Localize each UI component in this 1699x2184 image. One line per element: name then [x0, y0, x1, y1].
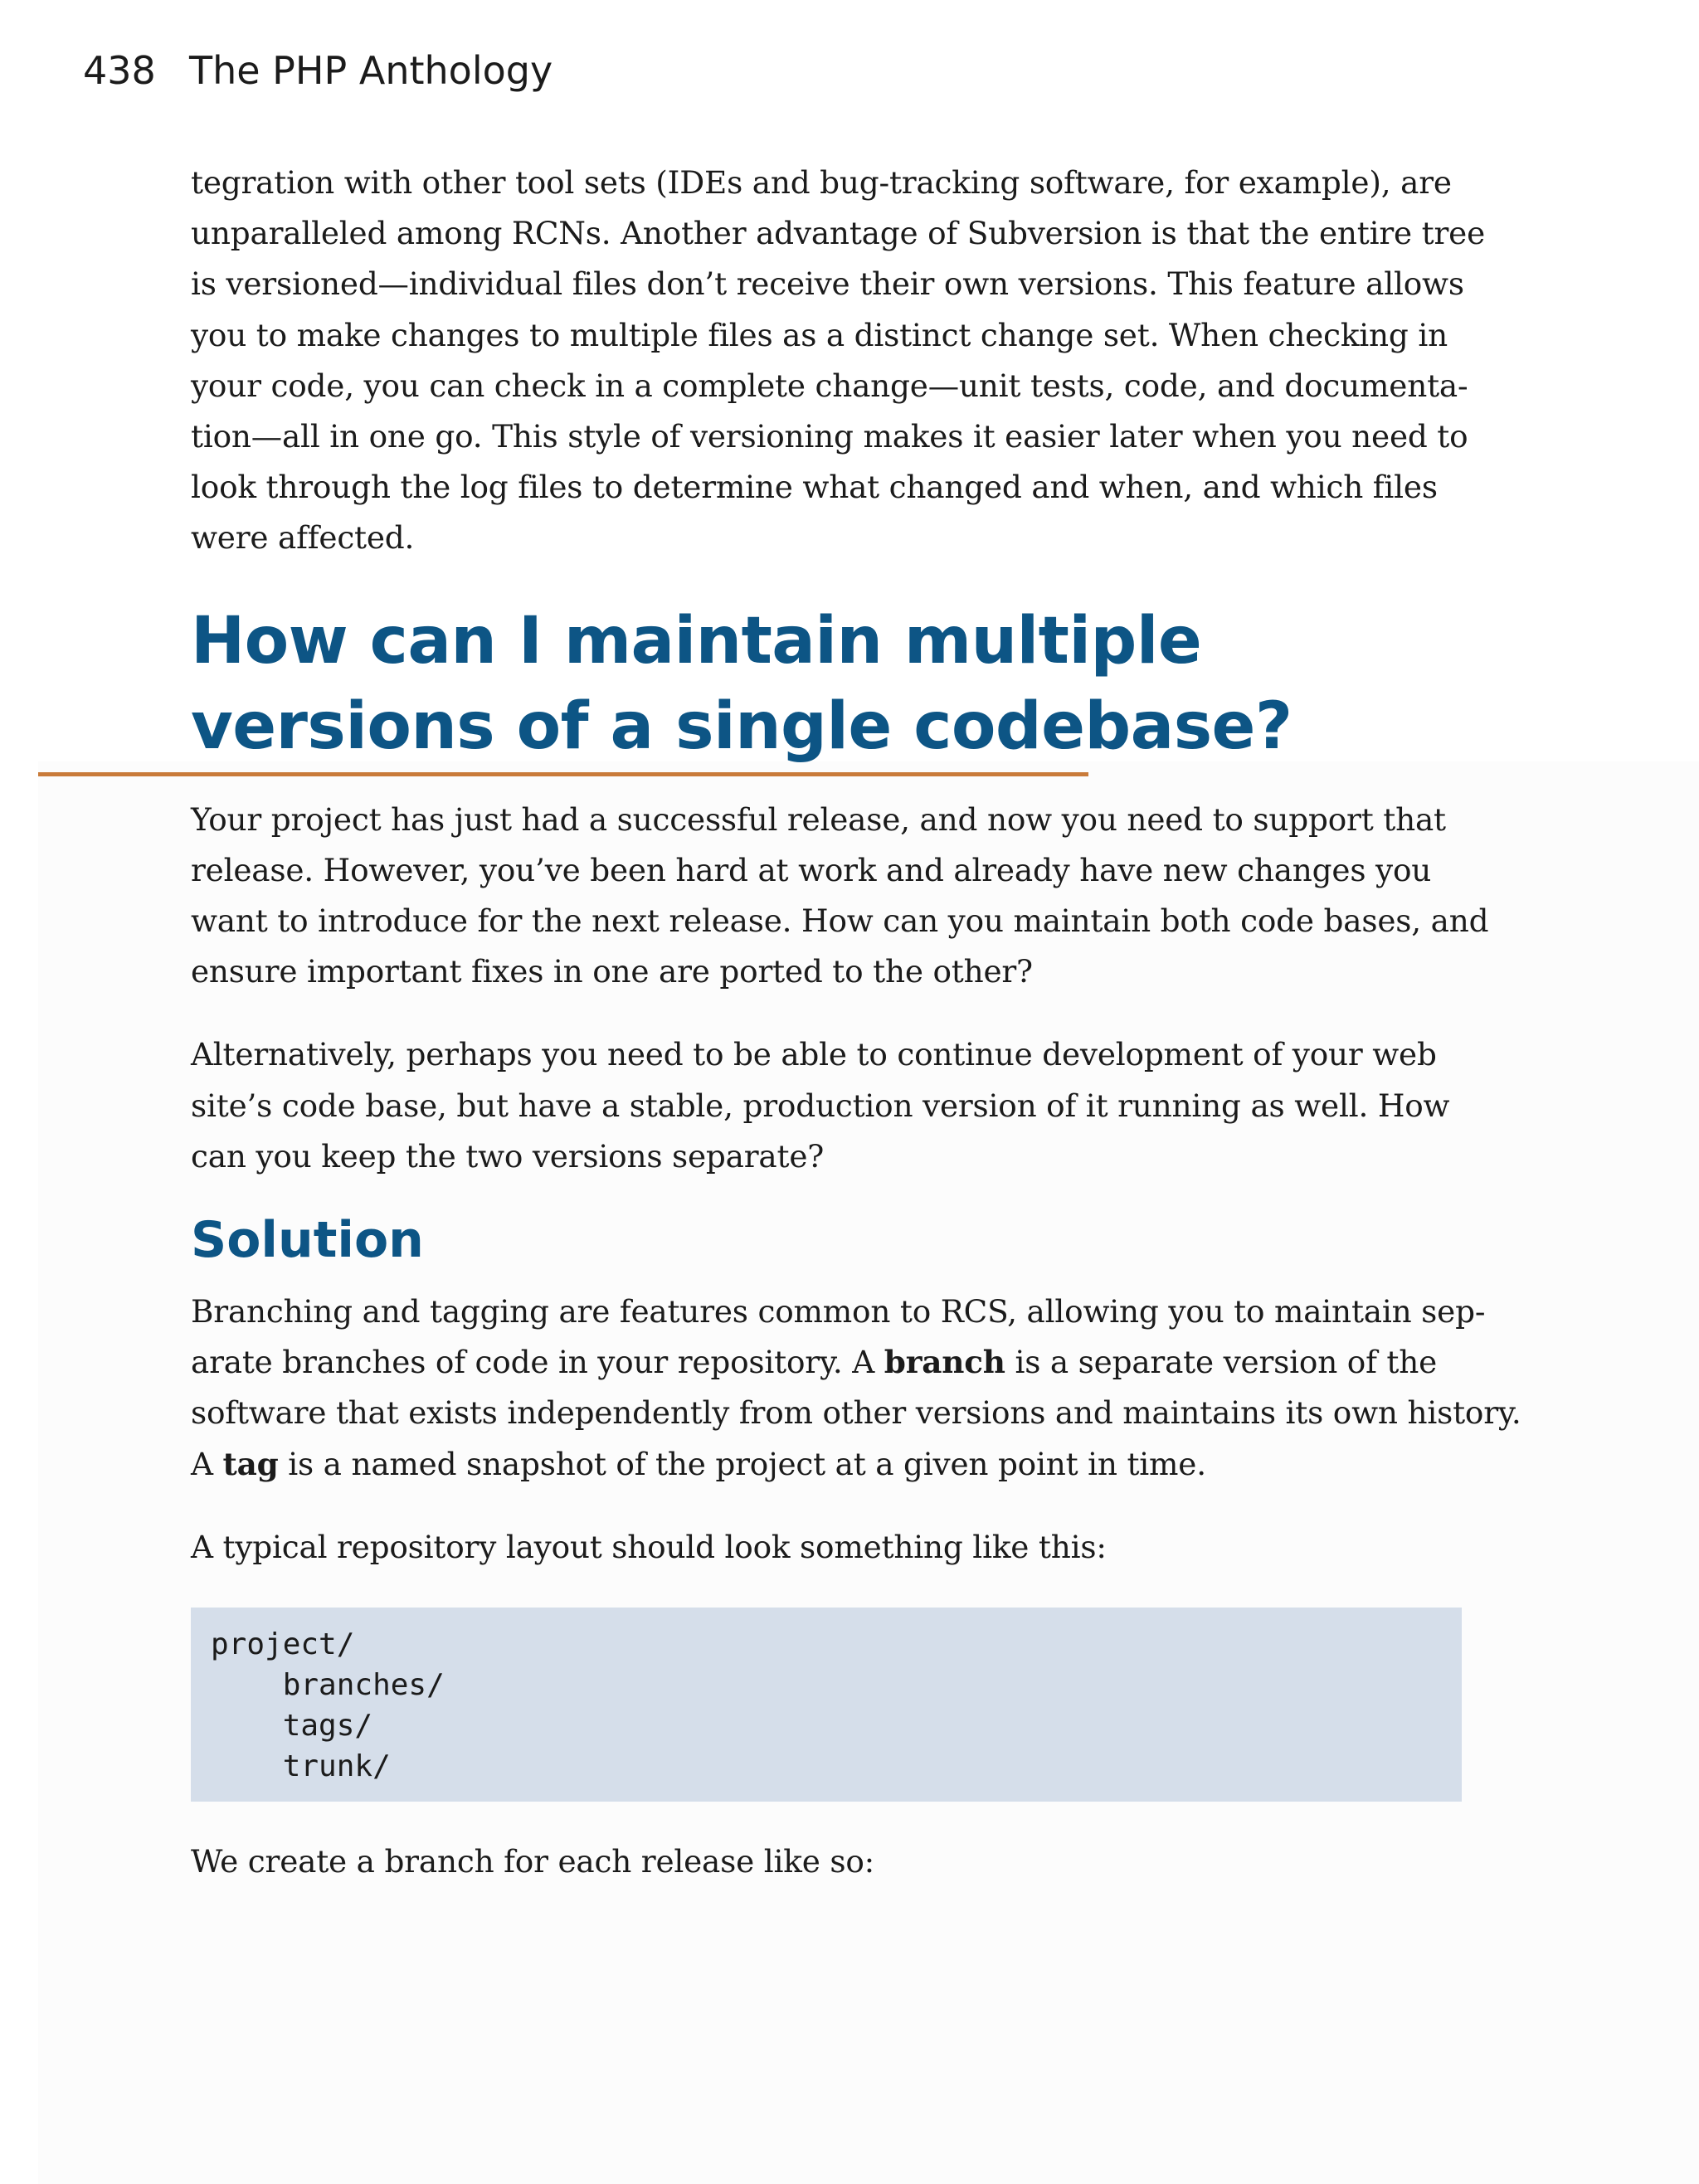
text-line: Branching and tagging are features common to RCS, allowing you to maintain sep- — [191, 1293, 1486, 1330]
text-line: look through the log files to determine what changed and when, and which files — [191, 469, 1438, 506]
text-line: can you keep the two versions separate? — [191, 1137, 825, 1175]
text-line: A typical repository layout should look something like this: — [191, 1528, 1107, 1565]
text-line: you to make changes to multiple files as a distinct change set. When checking in — [191, 316, 1448, 353]
text-line: is versioned—individual files don’t receive their own versions. This feature allows — [191, 265, 1464, 303]
running-head — [83, 48, 553, 93]
intro-paragraph — [191, 158, 1485, 564]
text-line: release. However, you’ve been hard at work and already have new changes you — [191, 851, 1432, 888]
code-line: project/ — [211, 1627, 355, 1662]
text-line: unparalleled among RCNs. Another advantage of Subversion is that the entire tree — [191, 215, 1485, 252]
text-line: ensure important fixes in one are ported to the other? — [191, 953, 1033, 990]
problem-paragraph-1 — [191, 795, 1489, 998]
text-line: software that exists independently from other versions and maintains its own history. — [191, 1394, 1521, 1432]
section-heading-block — [191, 599, 1462, 770]
text-line: tion—all in one go. This style of versioning makes it easier later when you need to — [191, 418, 1468, 455]
page-content — [191, 158, 1521, 1887]
text-fragment: A — [191, 1445, 223, 1482]
heading-line: How can I maintain multiple — [191, 603, 1202, 679]
closing-paragraph — [191, 1836, 1462, 1887]
code-line: trunk/ — [211, 1749, 391, 1784]
text-line: site’s code base, but have a stable, production version of it running as well. How — [191, 1087, 1450, 1124]
text-fragment: is a separate version of the — [1005, 1344, 1438, 1381]
code-line: tags/ — [211, 1709, 373, 1744]
text-line: We create a branch for each release like so: — [191, 1843, 875, 1880]
text-line: want to introduce for the next release. How can you maintain both code bases, and — [191, 902, 1489, 940]
solution-heading: Solution — [191, 1211, 424, 1270]
problem-paragraph-2 — [191, 1029, 1462, 1182]
code-block — [191, 1608, 1462, 1802]
text-line: were affected. — [191, 519, 415, 557]
text-line — [191, 1439, 1462, 1490]
term-tag: tag — [222, 1445, 279, 1482]
text-fragment: arate branches of code in your repository. A — [191, 1344, 884, 1381]
term-branch: branch — [884, 1344, 1005, 1381]
text-line — [191, 1337, 1462, 1388]
page-number: 438 — [83, 48, 156, 93]
text-fragment: is a named snapshot of the project at a given point in time. — [278, 1445, 1206, 1482]
heading-underline-rule — [38, 772, 1088, 776]
text-line: your code, you can check in a complete change—unit tests, code, and documenta- — [191, 367, 1468, 404]
solution-paragraph — [191, 1287, 1521, 1490]
code-line: branches/ — [211, 1668, 445, 1703]
book-title: The PHP Anthology — [189, 48, 553, 93]
text-line: tegration with other tool sets (IDEs and bug-tracking software, for example), are — [191, 164, 1452, 201]
heading-line: versions of a single codebase? — [191, 688, 1293, 764]
text-line: Alternatively, perhaps you need to be able to continue development of your web — [191, 1036, 1437, 1073]
layout-intro-paragraph — [191, 1522, 1462, 1573]
section-heading — [191, 599, 1462, 770]
text-line: Your project has just had a successful release, and now you need to support that — [191, 800, 1446, 838]
